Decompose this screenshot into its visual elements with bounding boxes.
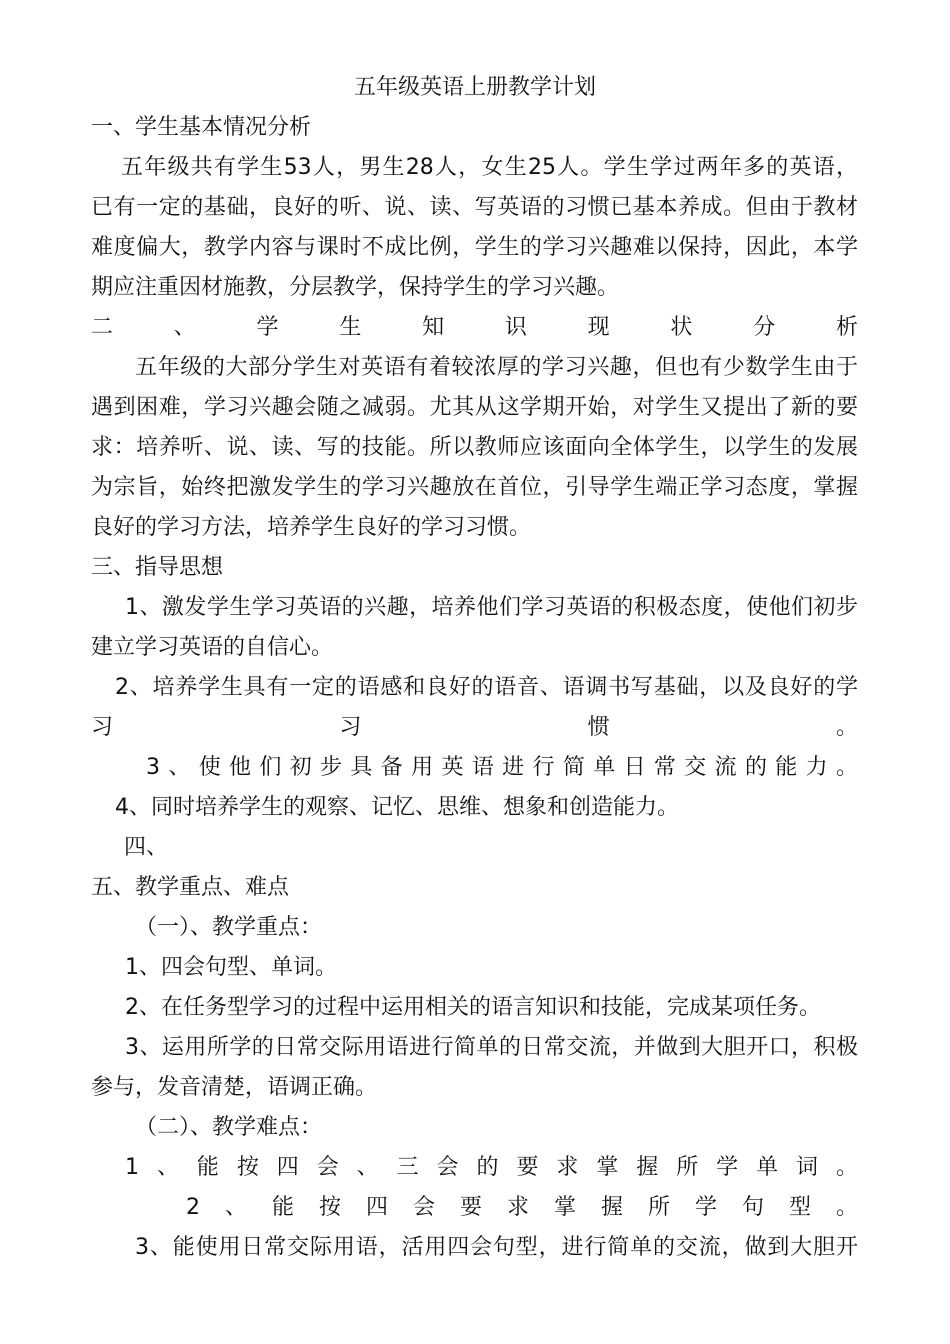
list-item: 3、运用所学的日常交际用语进行简单的日常交流，并做到大胆开口，积极	[125, 1035, 858, 1060]
section-heading-5: 五、教学重点、难点	[91, 875, 290, 900]
list-item: 1、四会句型、单词。	[125, 955, 337, 980]
paragraph-line: 五年级的大部分学生对英语有着较浓厚的学习兴趣，但也有少数学生由于	[135, 355, 858, 380]
list-item-continuation: 习习惯。	[91, 715, 858, 740]
list-item: 4、同时培养学生的观察、记忆、思维、想象和创造能力。	[115, 795, 679, 820]
paragraph-line: 为宗旨，始终把激发学生的学习兴趣放在首位，引导学生端正学习态度，掌握	[91, 475, 858, 500]
list-item-continuation: 参与，发音清楚，语调正确。	[91, 1075, 378, 1100]
paragraph-line: 已有一定的基础，良好的听、说、读、写英语的习惯已基本养成。但由于教材	[91, 195, 858, 220]
section-heading-2: 二、学生知识现状分析	[91, 315, 858, 340]
paragraph-line: 遇到困难，学习兴趣会随之减弱。尤其从这学期开始，对学生又提出了新的要	[91, 395, 858, 420]
section-heading-1: 一、学生基本情况分析	[91, 115, 312, 140]
list-item: 2、在任务型学习的过程中运用相关的语言知识和技能，完成某项任务。	[125, 995, 821, 1020]
list-item: 2、培养学生具有一定的语感和良好的语音、语调书写基础，以及良好的学	[115, 675, 858, 700]
paragraph-line: 期应注重因材施教，分层教学，保持学生的学习兴趣。	[91, 275, 620, 300]
document-title: 五年级英语上册教学计划	[353, 75, 596, 100]
paragraph-line: 求：培养听、说、读、写的技能。所以教师应该面向全体学生，以学生的发展	[91, 435, 858, 460]
list-item: 3、能使用日常交际用语，活用四会句型，进行简单的交流，做到大胆开	[135, 1235, 858, 1260]
subsection-heading: （二）、教学难点：	[135, 1115, 323, 1140]
list-item: 1、能按四会、三会的要求掌握所学单词。	[125, 1155, 858, 1180]
section-heading-3: 三、指导思想	[91, 555, 224, 580]
paragraph-line: 良好的学习方法，培养学生良好的学习习惯。	[91, 515, 532, 540]
list-item: 2、能按四会要求掌握所学句型。	[186, 1195, 858, 1220]
list-item: 3、使他们初步具备用英语进行简单日常交流的能力。	[146, 755, 858, 780]
paragraph-line: 难度偏大，教学内容与课时不成比例，学生的学习兴趣难以保持，因此，本学	[91, 235, 858, 260]
list-item: 1、激发学生学习英语的兴趣，培养他们学习英语的积极态度，使他们初步	[125, 595, 858, 620]
subsection-heading: （一）、教学重点：	[135, 915, 323, 940]
paragraph-line: 五年级共有学生53人，男生28人，女生25人。学生学过两年多的英语，	[121, 155, 858, 180]
list-item-continuation: 建立学习英语的自信心。	[91, 635, 334, 660]
section-heading-4: 四、	[124, 835, 169, 860]
